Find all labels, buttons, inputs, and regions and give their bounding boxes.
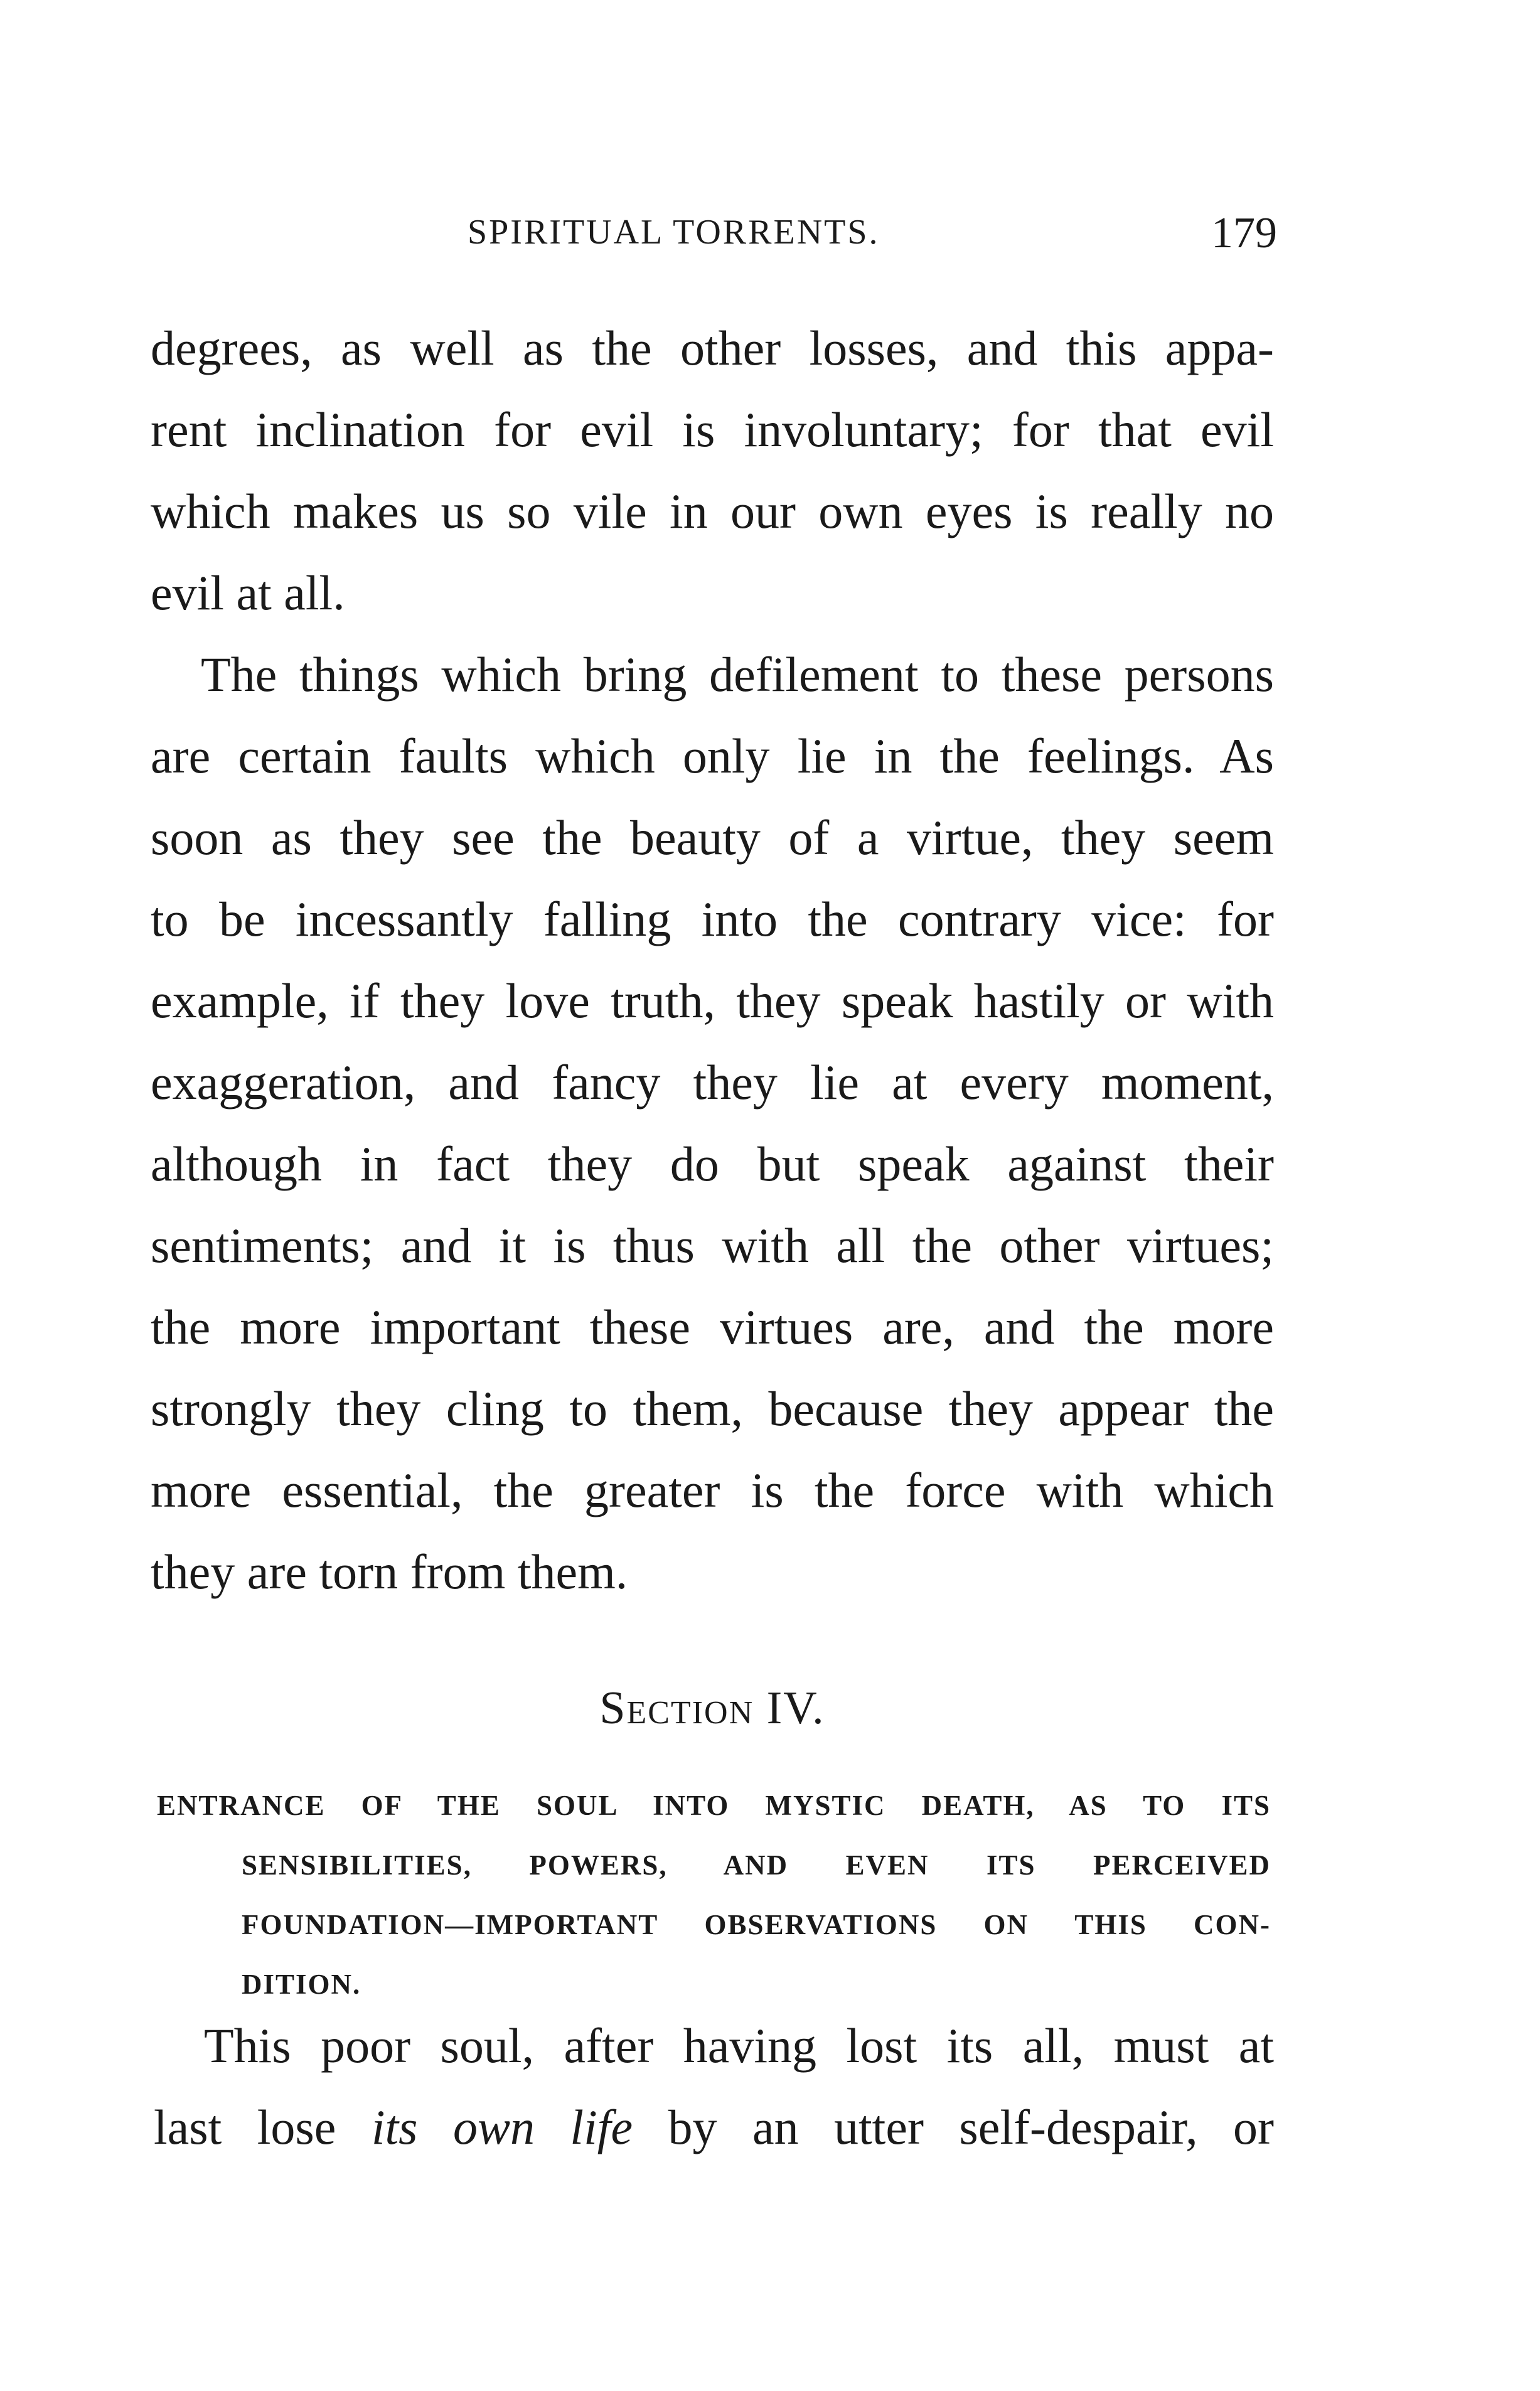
text-line: sentiments; and it is thus with all the other virtues; <box>151 1218 1274 1273</box>
text-line: the more important these virtues are, and the more <box>151 1300 1274 1354</box>
text-line: example, if they love truth, they speak hastily or with <box>151 973 1274 1028</box>
running-head: SPIRITUAL TORRENTS. <box>468 213 880 252</box>
paragraph-3 <box>154 2005 1274 2168</box>
summary-line: ENTRANCE OF THE SOUL INTO MYSTIC DEATH, AS TO ITS <box>157 1790 1271 1821</box>
text-line: The things which bring defilement to these persons <box>201 647 1274 702</box>
page-number: 179 <box>1211 209 1277 257</box>
text-line: strongly they cling to them, because they appear the <box>151 1381 1274 1436</box>
summary-line: FOUNDATION—IMPORTANT OBSERVATIONS ON THIS CON- <box>242 1909 1271 1940</box>
paragraph-1 <box>151 308 1274 634</box>
text-line: This poor soul, after having lost its all, must at <box>204 2018 1274 2073</box>
body-text <box>151 308 1274 1613</box>
text-line: to be incessantly falling into the contrary vice: for <box>151 892 1274 946</box>
text-segment: by an utter self-despair, or <box>668 2100 1275 2154</box>
paragraph-2 <box>151 634 1274 1613</box>
text-segment: last lose <box>154 2100 336 2154</box>
section-heading <box>151 1682 1274 1735</box>
section-summary <box>157 1776 1271 2014</box>
text-line: although in fact they do but speak against their <box>151 1137 1274 1191</box>
page-header <box>468 209 1277 269</box>
italic-phrase: its own life <box>371 2100 633 2154</box>
text-line <box>154 2087 1274 2168</box>
text-line: they are torn from them. <box>151 1544 628 1599</box>
summary-line: DITION. <box>242 1969 361 2000</box>
text-line: exaggeration, and fancy they lie at every moment, <box>151 1055 1274 1110</box>
text-line: evil at all. <box>151 565 345 620</box>
summary-line: SENSIBILITIES, POWERS, AND EVEN ITS PERCEIVED <box>242 1849 1271 1881</box>
text-line: degrees, as well as the other losses, and this appa- <box>151 321 1274 375</box>
text-line: are certain faults which only lie in the feelings. As <box>151 729 1274 783</box>
text-line: rent inclination for evil is involuntary; for that evil <box>151 402 1274 457</box>
text-line: more essential, the greater is the force with which <box>151 1463 1274 1517</box>
section-title: Section IV. <box>599 1682 825 1734</box>
text-line: soon as they see the beauty of a virtue, they seem <box>151 810 1274 865</box>
text-line: which makes us so vile in our own eyes is really no <box>151 484 1274 538</box>
